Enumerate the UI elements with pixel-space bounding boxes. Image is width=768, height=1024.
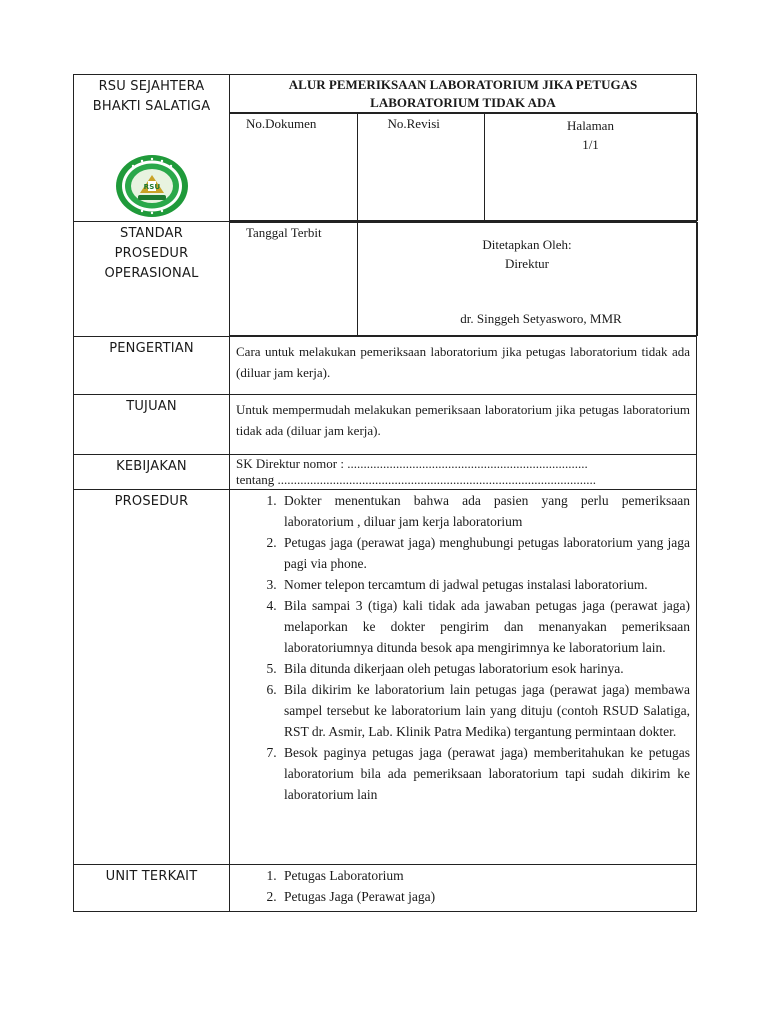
unit-label: UNIT TERKAIT: [105, 869, 198, 884]
kebijakan-line1: SK Direktur nomor : ..........................................................................: [236, 456, 588, 471]
unit-item: 1. Petugas Laboratorium: [280, 865, 690, 886]
prosedur-step: 7. Besok paginya petugas jaga (perawat jaga) memberitahukan ke petugas laboratorium bila ada pemeriksaan laboratorium tapi sudah dikirim ke laboratorium lain: [280, 742, 690, 805]
unit-list: [230, 865, 690, 907]
prosedur-cell: [230, 490, 697, 865]
sop-label-line2: PROSEDUR: [114, 246, 189, 261]
kebijakan-line2: tentang ..................................................................................................: [236, 472, 597, 487]
pengertian-label: PENGERTIAN: [109, 341, 194, 356]
approved-by-label: Ditetapkan Oleh:: [482, 237, 572, 252]
document-title-line1: ALUR PEMERIKSAAN LABORATORIUM JIKA PETUGAS: [288, 77, 638, 92]
hospital-logo-icon: [114, 153, 190, 219]
tujuan-label-cell: [74, 395, 230, 455]
logo-container: [74, 117, 229, 219]
document-title-line2: LABORATORIUM TIDAK ADA: [370, 95, 556, 110]
kebijakan-label: KEBIJAKAN: [116, 459, 187, 474]
document-meta-cell: [230, 113, 697, 222]
unit-item: 2. Petugas Jaga (Perawat jaga): [280, 886, 690, 907]
sop-label-cell: [74, 222, 230, 337]
revision-label: No.Revisi: [387, 116, 440, 131]
page-label: Halaman: [567, 118, 614, 133]
issue-date-cell: [230, 223, 357, 336]
unit-cell: [230, 865, 697, 912]
document-title-cell: [230, 75, 697, 113]
unit-label-cell: [74, 865, 230, 912]
logo-text: RSU: [143, 183, 160, 191]
hospital-name-line1: RSU SEJAHTERA: [98, 79, 205, 94]
sop-meta-cell: [230, 222, 697, 337]
tujuan-text: Untuk mempermudah melakukan pemeriksaan laboratorium jika petugas laboratorium tidak ada (diluar jam kerja).: [230, 395, 697, 455]
approver-title: Direktur: [504, 256, 550, 271]
kebijakan-label-cell: [74, 455, 230, 490]
prosedur-step: 6. Bila dikirim ke laboratorium lain petugas jaga (perawat jaga) membawa sampel tersebut ke laboratorium lain yang dituju (contoh RSUD Salatiga, RST dr. Asmir, Lab. Klinik Patra Medika) tergantung permintaan dokter.: [280, 679, 690, 742]
page-cell: [484, 114, 697, 221]
hospital-header-cell: [74, 75, 230, 222]
prosedur-list: [230, 490, 690, 805]
prosedur-label: PROSEDUR: [114, 494, 189, 509]
issue-date-label: Tanggal Terbit: [246, 225, 322, 240]
doc-number-cell: [230, 114, 357, 221]
pengertian-label-cell: [74, 337, 230, 395]
pengertian-text: Cara untuk melakukan pemeriksaan laboratorium jika petugas laboratorium tidak ada (diluar jam kerja).: [230, 337, 697, 395]
revision-cell: [357, 114, 484, 221]
prosedur-step: 2. Petugas jaga (perawat jaga) menghubungi petugas laboratorium yang jaga pagi via phone.: [280, 532, 690, 574]
prosedur-step: 3. Nomer telepon tercamtum di jadwal petugas instalasi laboratorium.: [280, 574, 690, 595]
sop-label-line1: STANDAR: [120, 226, 183, 241]
prosedur-label-cell: [74, 490, 230, 865]
tujuan-label: TUJUAN: [126, 399, 177, 414]
kebijakan-cell: [230, 455, 697, 490]
approval-cell: [357, 223, 697, 336]
hospital-name-line2: BHAKTI SALATIGA: [92, 99, 211, 114]
page-value: 1/1: [582, 137, 599, 152]
approver-name: dr. Singgeh Setyasworo, MMR: [460, 311, 622, 326]
doc-number-label: No.Dokumen: [246, 116, 317, 131]
prosedur-step: 5. Bila ditunda dikerjaan oleh petugas laboratorium esok harinya.: [280, 658, 690, 679]
prosedur-step: 1. Dokter menentukan bahwa ada pasien yang perlu pemeriksaan laboratorium , diluar jam kerja laboratorium: [280, 490, 690, 532]
sop-document-table: [73, 74, 697, 912]
sop-label-line3: OPERASIONAL: [104, 266, 199, 281]
prosedur-step: 4. Bila sampai 3 (tiga) kali tidak ada jawaban petugas jaga (perawat jaga) melaporkan ke dokter pengirim dan menanyakan pemeriksaan laboratoriumnya ditunda besok apa mengirimnya ke laboratorium lain.: [280, 595, 690, 658]
